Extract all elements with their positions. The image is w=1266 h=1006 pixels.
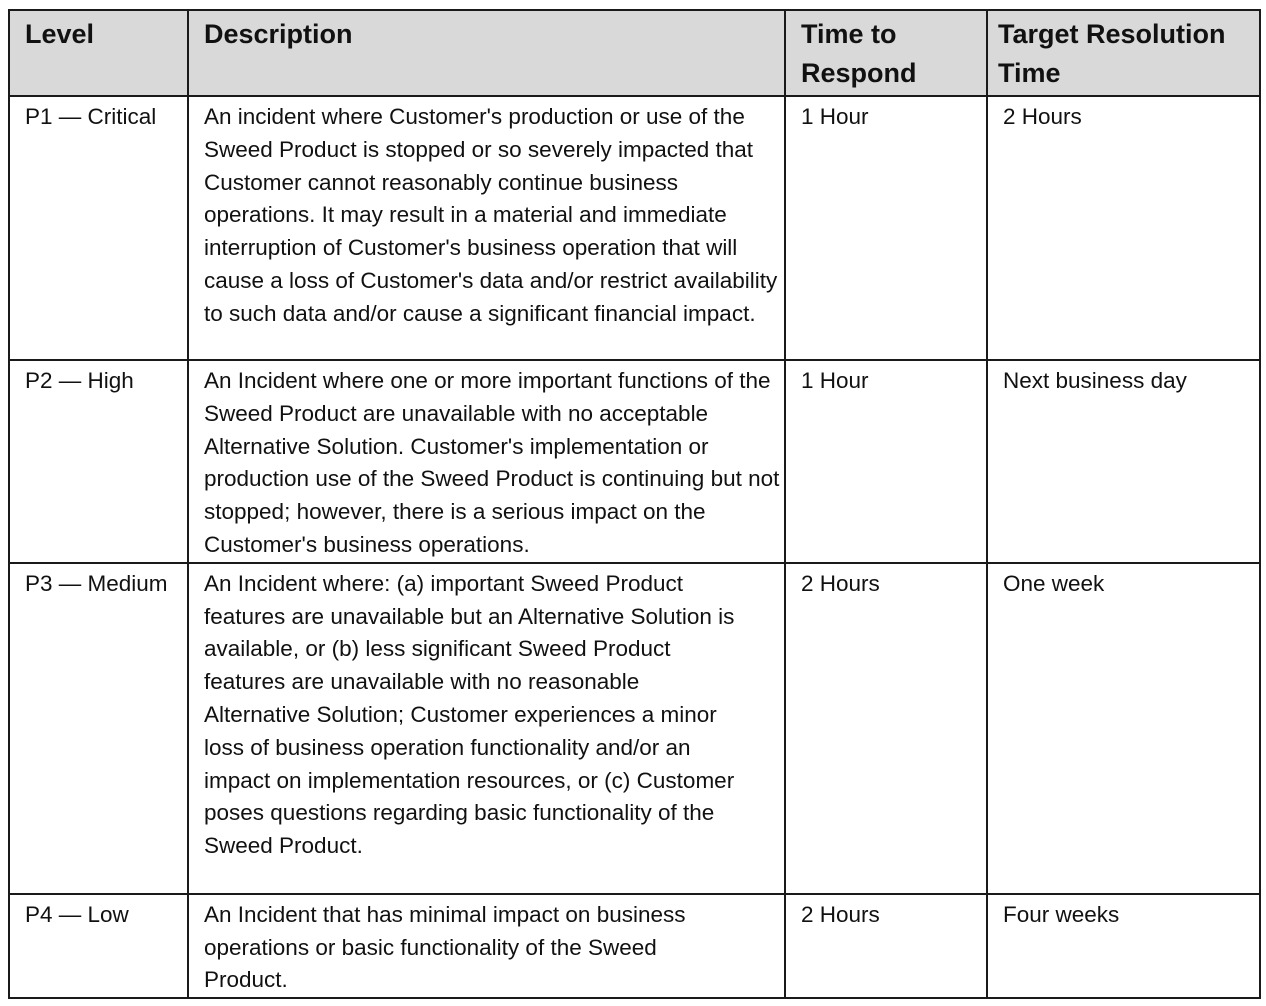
cell-target-resolution: 2 Hours [987, 96, 1260, 360]
cell-time-to-respond: 1 Hour [785, 96, 987, 360]
cell-time-to-respond: 1 Hour [785, 360, 987, 563]
header-level: Level [9, 10, 188, 96]
cell-target-resolution: One week [987, 563, 1260, 894]
cell-target-resolution: Next business day [987, 360, 1260, 563]
cell-description: An incident where Customer's production or use of the Sweed Product is stopped or so severely impacted that Customer cannot reasonably continue business operations. It may result in a material and immediate interruption of Customer's business operation that will cause a loss of Customer's data and/or restrict availability to such data and/or cause a significant financial impact. [188, 96, 785, 360]
cell-description: An Incident that has minimal impact on business operations or basic functionality of the Sweed Product. [188, 894, 785, 998]
table-row [9, 360, 1260, 563]
cell-time-to-respond: 2 Hours [785, 563, 987, 894]
table-row [9, 563, 1260, 894]
cell-level: P1 — Critical [9, 96, 188, 360]
priority-levels-table [8, 9, 1261, 999]
cell-time-to-respond: 2 Hours [785, 894, 987, 998]
table-row [9, 96, 1260, 360]
header-time-to-respond: Time to Respond [785, 10, 987, 96]
table-header-row [9, 10, 1260, 96]
cell-description: An Incident where: (a) important Sweed Product features are unavailable but an Alternative Solution is available, or (b) less significant Sweed Product features are unavailable with no reasonable Alternative Solution; Customer experiences a minor loss of business operation functionality and/or an impact on implementation resources, or (c) Customer poses questions regarding basic functionality of the Sweed Product. [188, 563, 785, 894]
table-row [9, 894, 1260, 998]
cell-description: An Incident where one or more important functions of the Sweed Product are unavailable with no acceptable Alternative Solution. Customer's implementation or production use of the Sweed Product is continuing but not stopped; however, there is a serious impact on the Customer's business operations. [188, 360, 785, 563]
cell-level: P3 — Medium [9, 563, 188, 894]
cell-level: P4 — Low [9, 894, 188, 998]
header-description: Description [188, 10, 785, 96]
cell-target-resolution: Four weeks [987, 894, 1260, 998]
cell-level: P2 — High [9, 360, 188, 563]
header-target-resolution: Target Resolution Time [987, 10, 1260, 96]
